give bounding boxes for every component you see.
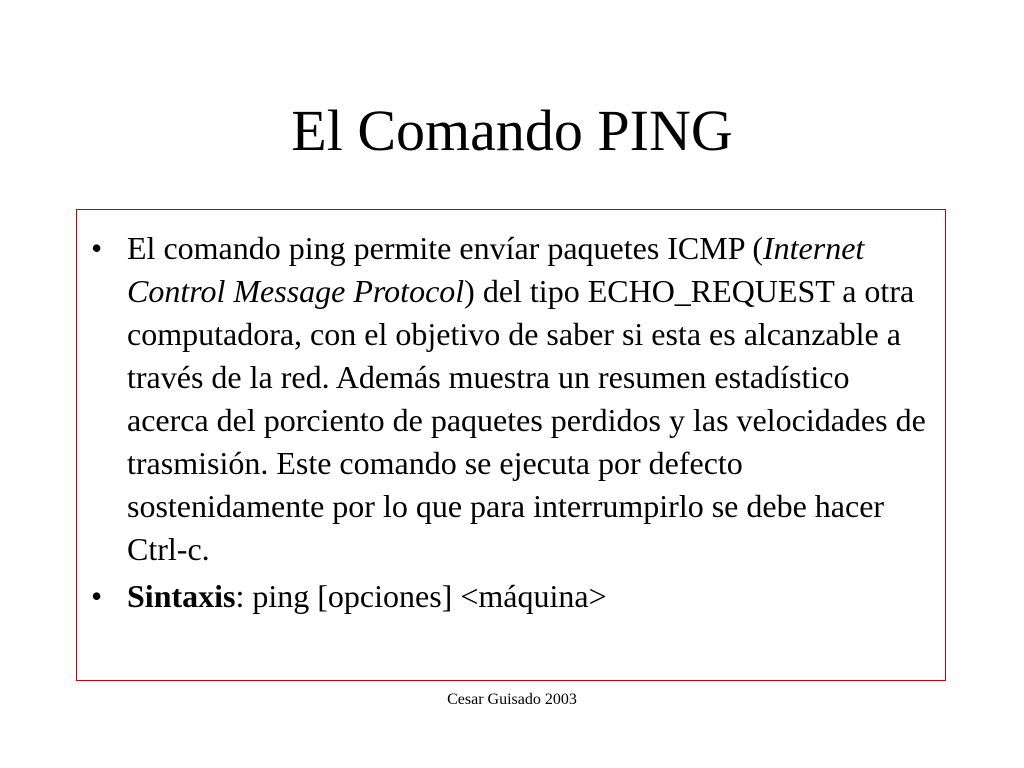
text-segment: : ping [opciones] <máquina> [235, 578, 607, 614]
text-segment: ) del tipo ECHO_REQUEST a otra computadora, con el objetivo de saber si esta es alcanzable a través de la red. Además muestra un resumen estadístico acerca del porciento de paquetes perdidos y las velocidades de trasmisión. Este comando se ejecuta por defecto sostenidamente por lo que para interrumpirlo se debe hacer Ctrl-c. [127, 273, 926, 567]
slide-title: El Comando PING [291, 98, 733, 163]
bullet-text [127, 578, 607, 614]
bullet-icon: • [91, 230, 103, 266]
bullet-icon: • [91, 578, 103, 614]
italic-term: Internet Control Message Protocol [127, 230, 865, 309]
bullet-item-description [87, 227, 937, 571]
footer-credit: Cesar Guisado 2003 [447, 691, 577, 708]
text-segment: El comando ping permite envíar paquetes ICMP ( [127, 230, 763, 266]
bullet-text [127, 230, 926, 567]
bullet-item-syntax [87, 575, 937, 618]
content-box [76, 209, 946, 681]
bold-term: Sintaxis [127, 578, 236, 614]
bullet-list [87, 227, 937, 622]
